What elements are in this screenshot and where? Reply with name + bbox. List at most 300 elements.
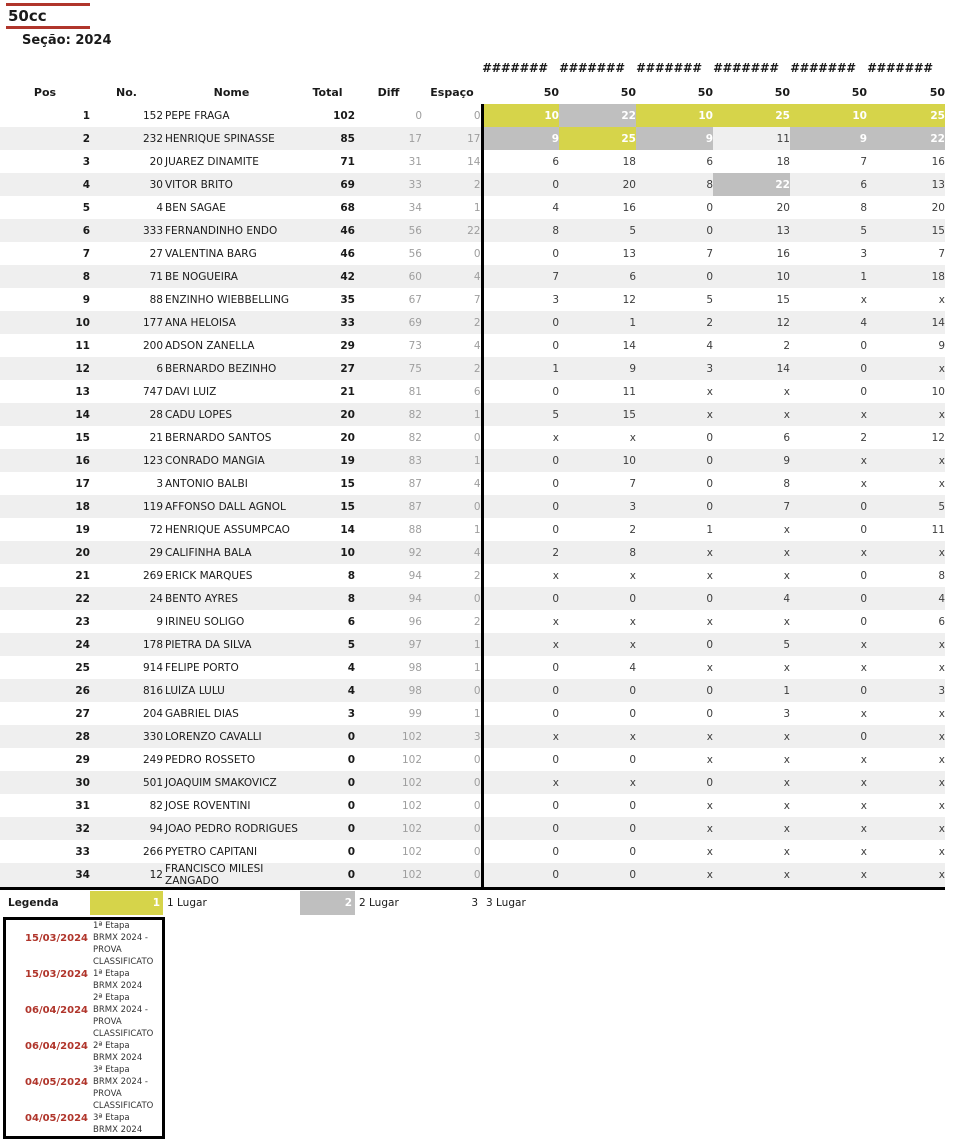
diff-cell: 98: [408, 661, 422, 674]
race-points-cell: 11: [931, 523, 945, 536]
rider-name-cell: JOAO PEDRO RODRIGUES: [163, 817, 300, 840]
race-points-cell: 0: [636, 265, 713, 288]
diff-cell: 33: [355, 173, 422, 196]
total-points-cell: 29: [340, 339, 355, 352]
rider-number-cell: 94: [90, 817, 163, 840]
legend-third-place-num: 3: [471, 897, 478, 909]
race-points-cell: 0: [790, 495, 867, 518]
rider-number-cell: 269: [142, 569, 163, 582]
total-points-cell: 10: [300, 541, 355, 564]
race-points-cell: x: [706, 753, 713, 766]
event-description-line: PROVA: [93, 945, 122, 955]
header-espaco: Espaço: [430, 85, 474, 99]
race-points-cell: 6: [706, 155, 713, 168]
race-points-cell: 8: [559, 541, 636, 564]
result-row: [0, 656, 945, 679]
race-points-cell: 1: [559, 311, 636, 334]
event-description-line: CLASSIFICATO: [93, 1029, 154, 1039]
results-table: [0, 56, 945, 890]
result-row: [0, 104, 945, 127]
legend-first-place-swatch: 1: [90, 891, 163, 915]
race-points-cell: 11: [713, 127, 790, 150]
race-points-cell: 0: [636, 587, 713, 610]
event-description: [92, 920, 162, 956]
race-points-header: 50: [774, 85, 790, 99]
diff-cell: 73: [408, 339, 422, 352]
diff-cell: 87: [408, 477, 422, 490]
rider-number-cell: 20: [149, 155, 163, 168]
rider-name-cell: FELIPE PORTO: [165, 661, 239, 674]
race-points-cell: 16: [931, 155, 945, 168]
position-cell: 7: [82, 247, 90, 260]
gap-cell: 17: [422, 127, 482, 150]
race-points-cell: 15: [776, 293, 790, 306]
race-points-cell: x: [867, 817, 945, 840]
rider-name-cell: BE NOGUEIRA: [163, 265, 300, 288]
event-date: 04/05/2024: [25, 1076, 88, 1088]
event-description: [92, 992, 162, 1028]
race-points-cell: x: [938, 661, 945, 674]
event-description: [92, 1028, 162, 1064]
race-points-cell: x: [790, 817, 867, 840]
race-points-cell: 0: [790, 679, 867, 702]
race-points-cell: 0: [559, 679, 636, 702]
position-cell: 17: [75, 477, 90, 490]
total-points-cell: 15: [340, 477, 355, 490]
gap-cell: 0: [473, 431, 481, 444]
race-points-cell: x: [482, 426, 559, 449]
header-pos: Pos: [33, 85, 57, 99]
gap-cell: 1: [422, 633, 482, 656]
event-description-line: BRMX 2024 -: [93, 933, 148, 943]
race-points-cell: 0: [790, 357, 867, 380]
position-cell: 29: [75, 753, 90, 766]
race-points-cell: x: [867, 725, 945, 748]
result-row: [0, 288, 945, 311]
gap-cell: 0: [422, 817, 482, 840]
diff-cell: 102: [401, 845, 422, 858]
race-points-cell: x: [860, 799, 867, 812]
race-points-cell: 6: [559, 265, 636, 288]
result-row: [0, 518, 945, 541]
gap-cell: 4: [422, 265, 482, 288]
position-cell: 13: [75, 385, 90, 398]
race-points-cell: x: [867, 449, 945, 472]
rider-name-cell: ANTONIO BALBI: [165, 477, 248, 490]
event-description-line: BRMX 2024: [93, 1125, 143, 1135]
position-cell: 2: [0, 127, 90, 150]
event-description: [92, 1064, 162, 1100]
result-row: [0, 771, 945, 794]
race-points-cell: 0: [482, 173, 559, 196]
race-points-cell: x: [860, 293, 867, 306]
rider-name-cell: ERICK MARQUES: [165, 569, 253, 582]
race-points-cell: 13: [713, 219, 790, 242]
rider-number-cell: 82: [149, 799, 163, 812]
rider-number-cell: 12: [90, 863, 163, 889]
event-entry: [6, 956, 162, 992]
total-points-cell: 46: [300, 219, 355, 242]
diff-cell: 88: [408, 523, 422, 536]
race-points-cell: 10: [790, 104, 867, 127]
race-points-cell: 12: [622, 293, 636, 306]
rider-number-cell: 333: [90, 219, 163, 242]
race-points-cell: x: [783, 799, 790, 812]
result-row: [0, 817, 945, 840]
rider-name-cell: ADSON ZANELLA: [165, 339, 255, 352]
race-points-cell: 0: [636, 633, 713, 656]
gap-cell: 2: [422, 173, 482, 196]
race-points-cell: 20: [559, 173, 636, 196]
event-description-line: BRMX 2024: [93, 1053, 143, 1063]
race-points-cell: 0: [706, 707, 713, 720]
race-points-cell: x: [559, 633, 636, 656]
race-points-cell: 0: [482, 794, 559, 817]
race-points-header: 50: [697, 85, 713, 99]
gap-cell: 3: [422, 725, 482, 748]
race-points-cell: 0: [482, 380, 559, 403]
total-points-cell: 15: [300, 495, 355, 518]
race-points-cell: 7: [860, 155, 867, 168]
event-entry: [6, 1100, 162, 1136]
race-points-cell: 22: [867, 127, 945, 150]
race-points-cell: 22: [713, 173, 790, 196]
diff-cell: 60: [355, 265, 422, 288]
race-points-cell: 11: [622, 385, 636, 398]
rider-name-cell: VITOR BRITO: [163, 173, 300, 196]
race-points-cell: x: [783, 569, 790, 582]
race-points-cell: 6: [482, 150, 559, 173]
total-points-cell: 21: [340, 385, 355, 398]
total-points-cell: 8: [347, 569, 355, 582]
race-points-cell: x: [482, 725, 559, 748]
diff-cell: 102: [401, 753, 422, 766]
race-points-cell: 14: [622, 339, 636, 352]
result-row: [0, 863, 945, 889]
rider-number-cell: 6: [90, 357, 163, 380]
position-cell: 1: [82, 109, 90, 122]
class-title: 50cc: [8, 7, 47, 25]
race-points-cell: 3: [636, 357, 713, 380]
gap-cell: 1: [473, 523, 481, 536]
race-points-cell: 16: [776, 247, 790, 260]
gap-cell: 0: [422, 587, 482, 610]
position-cell: 16: [0, 449, 90, 472]
race-points-cell: 25: [559, 127, 636, 150]
diff-cell: 102: [401, 799, 422, 812]
diff-cell: 56: [355, 219, 422, 242]
event-description-line: 1ª Etapa: [93, 921, 130, 931]
event-description-line: PROVA: [93, 1089, 122, 1099]
race-points-cell: 5: [790, 219, 867, 242]
race-points-cell: x: [783, 615, 790, 628]
race-points-cell: 22: [559, 104, 636, 127]
race-points-cell: 0: [482, 311, 559, 334]
race-points-cell: 12: [713, 311, 790, 334]
race-points-cell: 0: [860, 385, 867, 398]
race-points-cell: x: [867, 357, 945, 380]
position-cell: 27: [75, 707, 90, 720]
rider-number-cell: 123: [90, 449, 163, 472]
gap-cell: 1: [473, 661, 481, 674]
race-date-overflow-cell: #######: [790, 61, 856, 75]
event-date: 15/03/2024: [25, 968, 88, 980]
total-points-cell: 0: [347, 753, 355, 766]
gap-cell: 1: [422, 449, 482, 472]
rider-number-cell: 71: [90, 265, 163, 288]
race-points-cell: 0: [860, 615, 867, 628]
rider-name-cell: ANA HELOISA: [163, 311, 300, 334]
result-row: [0, 403, 945, 426]
race-points-cell: x: [790, 771, 867, 794]
rider-name-cell: CONRADO MANGIA: [163, 449, 300, 472]
race-points-cell: x: [636, 817, 713, 840]
race-points-cell: 0: [790, 725, 867, 748]
race-points-cell: x: [629, 569, 636, 582]
race-points-cell: 0: [629, 799, 636, 812]
race-points-cell: 10: [636, 104, 713, 127]
race-points-cell: x: [938, 799, 945, 812]
result-row: [0, 541, 945, 564]
race-points-cell: 4: [713, 587, 790, 610]
result-row: [0, 840, 945, 863]
race-points-cell: 9: [938, 339, 945, 352]
result-row: [0, 794, 945, 817]
race-points-cell: 6: [790, 173, 867, 196]
event-description-line: PROVA: [93, 1017, 122, 1027]
position-cell: 20: [0, 541, 90, 564]
race-points-cell: 5: [706, 293, 713, 306]
race-points-cell: 0: [636, 219, 713, 242]
diff-cell: 34: [408, 201, 422, 214]
race-points-cell: 15: [867, 219, 945, 242]
race-date-overflow-row: [0, 56, 945, 80]
result-row: [0, 702, 945, 725]
total-points-cell: 71: [340, 155, 355, 168]
rider-name-cell: CALIFINHA BALA: [163, 541, 300, 564]
race-points-cell: 0: [790, 587, 867, 610]
race-points-cell: 4: [482, 196, 559, 219]
rider-name-cell: VALENTINA BARG: [165, 247, 257, 260]
gap-cell: 0: [473, 247, 481, 260]
header-spacer: [0, 56, 482, 80]
race-points-cell: 0: [482, 495, 559, 518]
total-points-cell: 5: [300, 633, 355, 656]
race-points-cell: x: [713, 863, 790, 889]
result-row: [0, 610, 945, 633]
race-points-cell: 0: [482, 472, 559, 495]
race-points-cell: 8: [860, 201, 867, 214]
race-points-cell: 3: [867, 679, 945, 702]
events-legend-box: [3, 917, 165, 1139]
gap-cell: 2: [473, 615, 481, 628]
rider-number-cell: 21: [149, 431, 163, 444]
rider-number-cell: 266: [142, 845, 163, 858]
rider-name-cell: LUÍZA LULU: [163, 679, 300, 702]
legend-second-place-label: 2 Lugar: [359, 897, 399, 909]
position-cell: 14: [0, 403, 90, 426]
rider-number-cell: 249: [142, 753, 163, 766]
race-points-cell: x: [938, 293, 945, 306]
position-cell: 32: [0, 817, 90, 840]
race-points-cell: x: [482, 633, 559, 656]
rider-number-cell: 232: [90, 127, 163, 150]
rider-name-cell: FERNANDINHO ENDO: [163, 219, 300, 242]
race-points-cell: x: [860, 845, 867, 858]
total-points-cell: 14: [340, 523, 355, 536]
race-points-cell: 25: [867, 104, 945, 127]
race-points-cell: 25: [713, 104, 790, 127]
rider-name-cell: ENZINHO WIEBBELLING: [165, 293, 290, 306]
rider-number-cell: 914: [142, 661, 163, 674]
gap-cell: 1: [422, 403, 482, 426]
race-points-cell: 0: [636, 679, 713, 702]
gap-cell: 0: [473, 799, 481, 812]
race-points-cell: x: [706, 845, 713, 858]
race-points-cell: 20: [931, 201, 945, 214]
rider-number-cell: 501: [90, 771, 163, 794]
rider-number-cell: 72: [149, 523, 163, 536]
race-points-cell: 3: [860, 247, 867, 260]
race-points-cell: 13: [867, 173, 945, 196]
rider-number-cell: 177: [90, 311, 163, 334]
race-date-overflow-cell: #######: [482, 61, 548, 75]
race-points-cell: 1: [790, 265, 867, 288]
race-points-cell: x: [713, 541, 790, 564]
result-row: [0, 265, 945, 288]
diff-cell: 56: [408, 247, 422, 260]
gap-cell: 0: [422, 863, 482, 889]
rider-number-cell: 88: [149, 293, 163, 306]
rider-name-cell: IRINEU SOLIGO: [165, 615, 245, 628]
total-points-cell: 0: [347, 799, 355, 812]
race-points-header: 50: [929, 85, 945, 99]
gap-cell: 2: [473, 569, 481, 582]
race-points-cell: 10: [931, 385, 945, 398]
race-points-cell: 7: [482, 265, 559, 288]
race-points-cell: 0: [559, 817, 636, 840]
race-points-cell: 0: [860, 339, 867, 352]
total-points-cell: 4: [300, 679, 355, 702]
race-points-cell: 9: [636, 127, 713, 150]
diff-cell: 97: [355, 633, 422, 656]
gap-cell: 1: [473, 707, 481, 720]
race-date-overflow-cell: #######: [636, 61, 702, 75]
race-points-cell: 4: [790, 311, 867, 334]
rider-name-cell: FRANCISCO MILESI ZANGADO: [163, 863, 300, 889]
race-points-cell: x: [783, 753, 790, 766]
diff-cell: 92: [355, 541, 422, 564]
position-cell: 5: [82, 201, 90, 214]
event-description-line: BRMX 2024 -: [93, 1005, 148, 1015]
rider-name-cell: JOAQUIM SMAKOVICZ: [163, 771, 300, 794]
race-points-cell: 10: [559, 449, 636, 472]
event-date: 04/05/2024: [25, 1112, 88, 1124]
rider-name-cell: JOSE ROVENTINI: [165, 799, 251, 812]
gap-cell: 4: [473, 477, 481, 490]
position-cell: 25: [75, 661, 90, 674]
race-points-cell: 0: [482, 587, 559, 610]
race-points-cell: 5: [867, 495, 945, 518]
total-points-cell: 27: [300, 357, 355, 380]
rider-name-cell: HENRIQUE ASSUMPCAO: [165, 523, 290, 536]
total-points-cell: 19: [300, 449, 355, 472]
rider-number-cell: 152: [142, 109, 163, 122]
race-date-overflow-cell: #######: [713, 61, 779, 75]
rider-number-cell: 27: [149, 247, 163, 260]
race-points-cell: x: [713, 817, 790, 840]
race-points-cell: 18: [867, 265, 945, 288]
race-points-cell: 13: [622, 247, 636, 260]
race-points-cell: x: [867, 541, 945, 564]
legend-second-place-swatch: 2: [300, 891, 355, 915]
race-points-cell: 2: [860, 431, 867, 444]
diff-cell: 94: [355, 587, 422, 610]
race-points-cell: x: [790, 449, 867, 472]
race-points-cell: x: [706, 385, 713, 398]
race-points-cell: 7: [713, 495, 790, 518]
gap-cell: 2: [422, 311, 482, 334]
race-date-overflow-cell: #######: [559, 61, 625, 75]
total-points-cell: 35: [340, 293, 355, 306]
gap-cell: 7: [473, 293, 481, 306]
rider-number-cell: 29: [90, 541, 163, 564]
event-description-line: 3ª Etapa: [93, 1113, 130, 1123]
race-points-cell: x: [938, 707, 945, 720]
rider-number-cell: 119: [90, 495, 163, 518]
race-points-cell: x: [636, 541, 713, 564]
race-points-cell: 2: [636, 311, 713, 334]
event-entry: [6, 992, 162, 1028]
result-row: [0, 311, 945, 334]
race-points-cell: x: [867, 863, 945, 889]
diff-cell: 83: [355, 449, 422, 472]
rider-number-cell: 747: [142, 385, 163, 398]
race-points-cell: 0: [482, 656, 559, 679]
total-points-cell: 33: [300, 311, 355, 334]
diff-cell: 81: [408, 385, 422, 398]
race-points-cell: 3: [482, 288, 559, 311]
race-points-cell: 5: [559, 219, 636, 242]
diff-cell: 94: [408, 569, 422, 582]
title-block: [0, 0, 966, 48]
diff-cell: 98: [355, 679, 422, 702]
race-points-cell: 0: [636, 495, 713, 518]
rider-name-cell: PIETRA DA SILVA: [163, 633, 300, 656]
rider-number-cell: 30: [90, 173, 163, 196]
gap-cell: 2: [422, 357, 482, 380]
position-cell: 23: [75, 615, 90, 628]
header-total: Total: [312, 85, 343, 99]
total-points-cell: 8: [300, 587, 355, 610]
rider-name-cell: HENRIQUE SPINASSE: [163, 127, 300, 150]
total-points-cell: 46: [340, 247, 355, 260]
race-points-cell: 7: [629, 477, 636, 490]
race-points-cell: 0: [706, 201, 713, 214]
rider-name-cell: JUAREZ DINAMITE: [165, 155, 259, 168]
race-points-cell: 0: [860, 523, 867, 536]
race-points-cell: x: [706, 661, 713, 674]
event-date: 06/04/2024: [25, 1004, 88, 1016]
total-points-cell: 20: [340, 431, 355, 444]
total-points-cell: 85: [300, 127, 355, 150]
race-points-cell: 5: [713, 633, 790, 656]
race-points-header: 50: [620, 85, 636, 99]
race-points-cell: 0: [636, 449, 713, 472]
race-points-cell: 0: [482, 817, 559, 840]
race-points-cell: x: [636, 863, 713, 889]
result-row: [0, 196, 945, 219]
